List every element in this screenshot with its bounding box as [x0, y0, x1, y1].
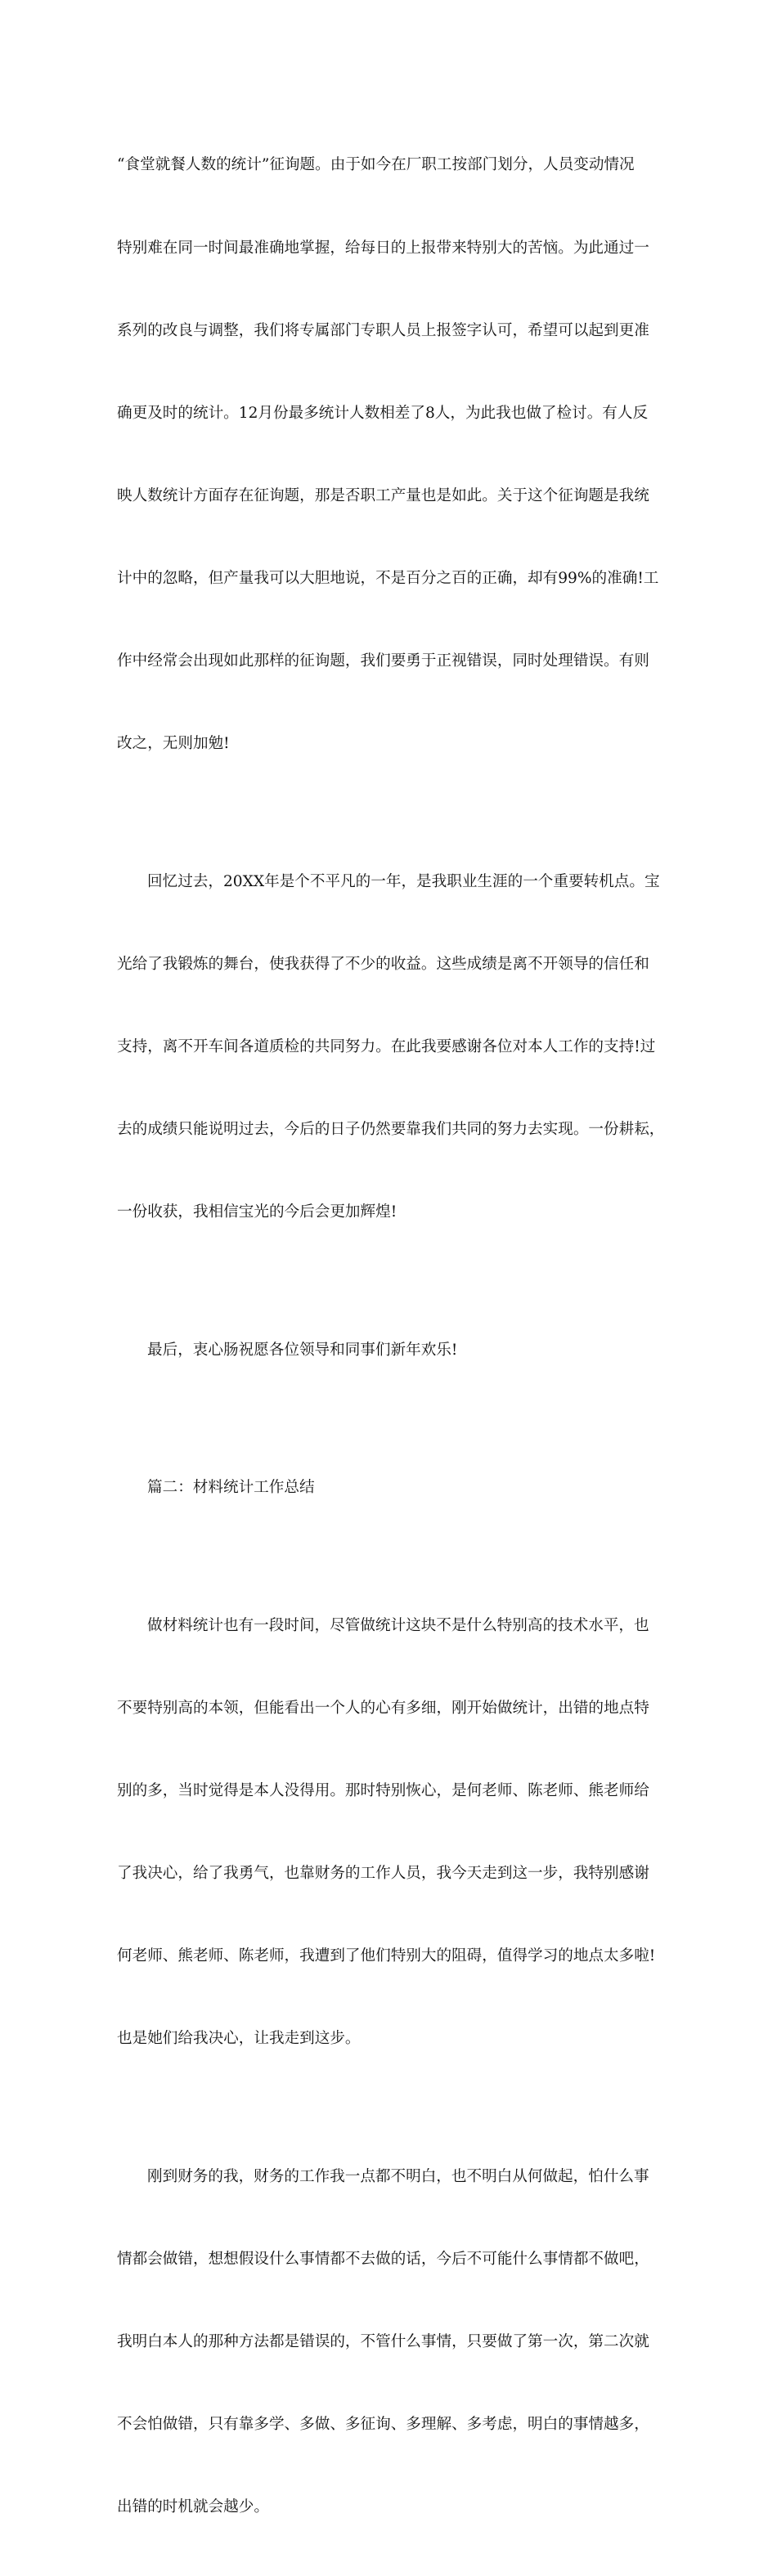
- text-line: 不要特别高的本领，但能看出一个人的心有多细，刚开始做统计，出错的地点特: [117, 1699, 649, 1717]
- document-body: [117, 96, 665, 2576]
- text-line: 计中的忽略，但产量我可以大胆地说，不是百分之百的正确，却有99%的准确!工: [117, 569, 659, 587]
- paragraph-review-past-year: [117, 813, 665, 1281]
- section-heading: [117, 1419, 661, 1557]
- text-line: 不会怕做错，只有靠多学、多做、多征询、多理解、多考虑，明白的事情越多，: [117, 2416, 649, 2434]
- text-line: 出错的时机就会越少。: [117, 2498, 269, 2516]
- paragraph-canteen-statistics: [117, 96, 661, 813]
- text-line: 了我决心，给了我勇气，也靠财务的工作人员，我今天走到这一步，我特别感谢: [117, 1865, 649, 1882]
- text-line: 情都会做错，想想假设什么事情都不去做的话，今后不可能什么事情都不做吧，: [117, 2250, 649, 2268]
- paragraph-material-statistics: [117, 1557, 661, 2108]
- text-line: 特别难在同一时间最准确地掌握，给每日的上报带来特别大的苦恼。为此通过一: [117, 239, 649, 257]
- text-line: “食堂就餐人数的统计”征询题。由于如今在厂职工按部门划分，人员变动情况: [117, 156, 635, 174]
- text-line: 刚到财务的我，财务的工作我一点都不明白，也不明白从何做起，怕什么事: [147, 2167, 649, 2185]
- text-line: 去的成绩只能说明过去，今后的日子仍然要靠我们共同的努力去实现。一份耕耘，: [117, 1121, 665, 1139]
- text-line: 也是她们给我决心，让我走到这步。: [117, 2030, 361, 2048]
- text-line: 回忆过去，20XX年是个不平凡的一年，是我职业生涯的一个重要转机点。宝: [147, 872, 660, 890]
- text-line: 光给了我锻炼的舞台，使我获得了不少的收益。这些成绩是离不开领导的信任和: [117, 955, 649, 973]
- paragraph-finance-start: [117, 2108, 661, 2576]
- text-line: 确更及时的统计。12月份最多统计人数相差了8人，为此我也做了检讨。有人反: [117, 404, 649, 422]
- text-line: 映人数统计方面存在征询题，那是否职工产量也是如此。关于这个征询题是我统: [117, 486, 649, 504]
- text-line: 一份收获，我相信宝光的今后会更加辉煌!: [117, 1203, 397, 1221]
- text-line: 系列的改良与调整，我们将专属部门专职人员上报签字认可，希望可以起到更准: [117, 321, 649, 339]
- text-line: 何老师、熊老师、陈老师，我遭到了他们特别大的阻碍，值得学习的地点太多啦!: [117, 1947, 656, 1965]
- text-line: 我明白本人的那种方法都是错误的，不管什么事情，只要做了第一次，第二次就: [117, 2332, 649, 2350]
- text-line: 篇二：材料统计工作总结: [147, 1479, 315, 1497]
- text-line: 作中经常会出现如此那样的征询题，我们要勇于正视错误，同时处理错误。有则: [117, 652, 649, 670]
- text-line: 最后，衷心肠祝愿各位领导和同事们新年欢乐!: [147, 1341, 458, 1359]
- text-line: 做材料统计也有一段时间，尽管做统计这块不是什么特别高的技术水平，也: [147, 1616, 649, 1634]
- paragraph-new-year-wishes: [117, 1281, 661, 1419]
- text-line: 改之，无则加勉!: [117, 735, 230, 753]
- text-line: 别的多，当时觉得是本人没得用。那时特别恢心，是何老师、陈老师、熊老师给: [117, 1781, 649, 1799]
- text-line: 支持，离不开车间各道质检的共同努力。在此我要感谢各位对本人工作的支持!过: [117, 1037, 656, 1055]
